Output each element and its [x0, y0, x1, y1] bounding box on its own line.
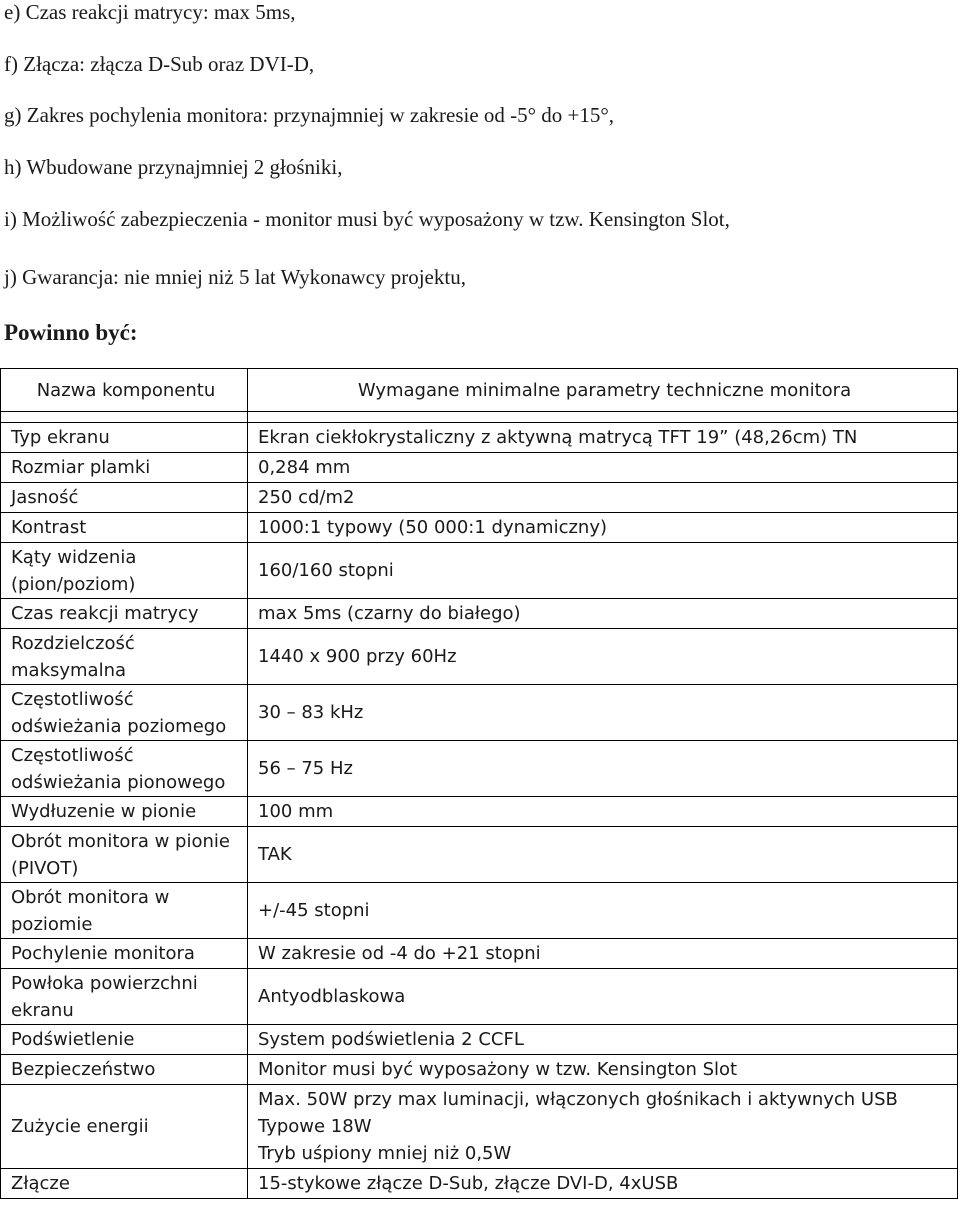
component-name: Wydłuzenie w pionie: [1, 797, 248, 827]
component-name: Częstotliwość odświeżania pionowego: [1, 741, 248, 797]
component-value: +/-45 stopni: [248, 883, 958, 939]
component-value-multiline: [248, 1085, 958, 1169]
component-name: Rozmiar plamki: [1, 453, 248, 483]
component-value: 100 mm: [248, 797, 958, 827]
component-value: 160/160 stopni: [248, 543, 958, 599]
table-row: [1, 423, 958, 453]
component-name: Kąty widzenia (pion/poziom): [1, 543, 248, 599]
table-row: [1, 1169, 958, 1199]
component-value: 56 – 75 Hz: [248, 741, 958, 797]
component-name: Częstotliwość odświeżania poziomego: [1, 685, 248, 741]
value-line: Tryb uśpiony mniej niż 0,5W: [258, 1143, 512, 1164]
table-row: [1, 543, 958, 599]
value-line: Max. 50W przy max luminacji, włączonych głośnikach i aktywnych USB: [258, 1089, 898, 1110]
paragraph-j: j) Gwarancja: nie mniej niż 5 lat Wykonawcy projektu,: [4, 265, 466, 289]
component-value: TAK: [248, 827, 958, 883]
table-row: [1, 1085, 958, 1169]
component-name: Pochylenie monitora: [1, 939, 248, 969]
component-value: System podświetlenia 2 CCFL: [248, 1025, 958, 1055]
component-name: Obrót monitora w poziomie: [1, 883, 248, 939]
col2-header: Wymagane minimalne parametry techniczne monitora: [248, 369, 958, 412]
table-row: [1, 969, 958, 1025]
table-row: [1, 685, 958, 741]
component-name: Jasność: [1, 483, 248, 513]
component-name: Powłoka powierzchni ekranu: [1, 969, 248, 1025]
component-value: 0,284 mm: [248, 453, 958, 483]
table-row: [1, 741, 958, 797]
paragraph-g: g) Zakres pochylenia monitora: przynajmniej w zakresie od -5° do +15°,: [4, 103, 615, 127]
paragraph-f: f) Złącza: złącza D-Sub oraz DVI-D,: [4, 52, 315, 76]
component-value: Monitor musi być wyposażony w tzw. Kensington Slot: [248, 1055, 958, 1085]
component-name: Rozdzielczość maksymalna: [1, 629, 248, 685]
paragraph-e: e) Czas reakcji matrycy: max 5ms,: [4, 0, 296, 24]
component-value: max 5ms (czarny do białego): [248, 599, 958, 629]
paragraph-i: i) Możliwość zabezpieczenia - monitor musi być wyposażony w tzw. Kensington Slot,: [4, 207, 730, 231]
component-value: 30 – 83 kHz: [248, 685, 958, 741]
table-row: [1, 939, 958, 969]
component-name: Kontrast: [1, 513, 248, 543]
component-value: Antyodblaskowa: [248, 969, 958, 1025]
component-name: Obrót monitora w pionie (PIVOT): [1, 827, 248, 883]
table-row: [1, 883, 958, 939]
value-line: Typowe 18W: [258, 1116, 372, 1137]
section-heading: Powinno być:: [4, 320, 138, 345]
spec-table: [0, 368, 958, 1199]
table-header-row: [1, 369, 958, 412]
component-name: Czas reakcji matrycy: [1, 599, 248, 629]
component-name: Bezpieczeństwo: [1, 1055, 248, 1085]
component-name: Złącze: [1, 1169, 248, 1199]
component-name: Typ ekranu: [1, 423, 248, 453]
table-row: [1, 1055, 958, 1085]
table-row: [1, 513, 958, 543]
component-value: 15-stykowe złącze D-Sub, złącze DVI-D, 4xUSB: [248, 1169, 958, 1199]
table-row: [1, 483, 958, 513]
component-name: Zużycie energii: [1, 1085, 248, 1169]
component-value: Ekran ciekłokrystaliczny z aktywną matrycą TFT 19” (48,26cm) TN: [248, 423, 958, 453]
table-row: [1, 797, 958, 827]
component-value: 1440 x 900 przy 60Hz: [248, 629, 958, 685]
component-name: Podświetlenie: [1, 1025, 248, 1055]
component-value: 1000:1 typowy (50 000:1 dynamiczny): [248, 513, 958, 543]
paragraph-h: h) Wbudowane przynajmniej 2 głośniki,: [4, 155, 343, 179]
table-row: [1, 599, 958, 629]
component-value: W zakresie od -4 do +21 stopni: [248, 939, 958, 969]
component-value: 250 cd/m2: [248, 483, 958, 513]
table-row: [1, 827, 958, 883]
table-row: [1, 1025, 958, 1055]
table-row: [1, 453, 958, 483]
col1-header: Nazwa komponentu: [1, 369, 248, 412]
table-spacer-row: [1, 412, 958, 423]
table-row: [1, 629, 958, 685]
